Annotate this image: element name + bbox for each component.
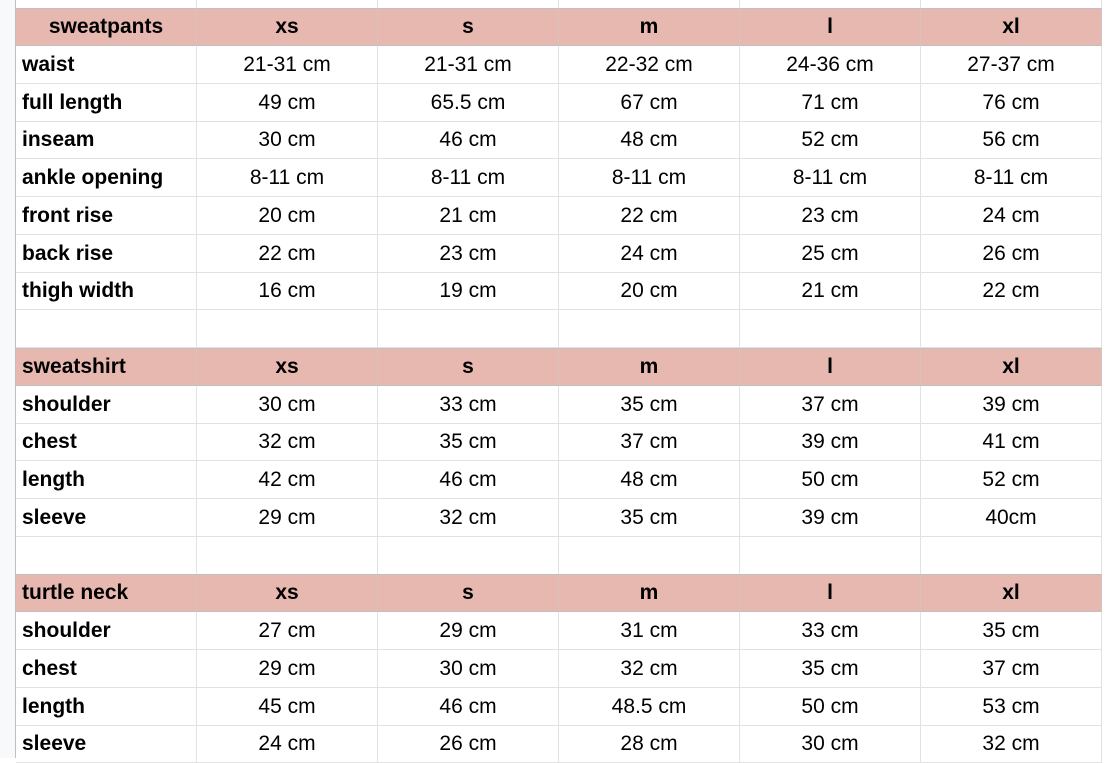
measurement-value-cell[interactable]: 8-11 cm [740, 159, 921, 197]
empty-cell[interactable] [197, 310, 378, 348]
measurement-label-cell[interactable]: full length [16, 84, 197, 122]
measurement-value-cell[interactable]: 8-11 cm [921, 159, 1102, 197]
size-header-cell[interactable]: xs [197, 8, 378, 46]
measurement-value-cell[interactable]: 32 cm [197, 423, 378, 461]
measurement-value-cell[interactable]: 30 cm [740, 725, 921, 763]
size-header-cell[interactable]: l [740, 348, 921, 386]
measurement-value-cell[interactable]: 22 cm [197, 235, 378, 273]
measurement-value-cell[interactable]: 20 cm [559, 272, 740, 310]
table-row [16, 499, 1102, 537]
measurement-value-cell[interactable]: 32 cm [378, 499, 559, 537]
blank-row [16, 310, 1102, 348]
measurement-value-cell[interactable]: 33 cm [378, 386, 559, 424]
table-row [16, 235, 1102, 273]
measurement-value-cell[interactable]: 39 cm [740, 499, 921, 537]
measurement-label-cell[interactable]: thigh width [16, 272, 197, 310]
blank-row [16, 537, 1102, 575]
empty-cell[interactable] [197, 537, 378, 575]
measurement-value-cell[interactable]: 23 cm [740, 197, 921, 235]
size-header-cell[interactable]: xl [921, 348, 1102, 386]
size-header-cell[interactable]: s [378, 348, 559, 386]
size-header-cell[interactable]: m [559, 348, 740, 386]
measurement-label-cell[interactable]: shoulder [16, 386, 197, 424]
measurement-value-cell[interactable]: 27-37 cm [921, 46, 1102, 84]
measurement-value-cell[interactable]: 49 cm [197, 84, 378, 122]
table-row [16, 650, 1102, 688]
table-row [16, 423, 1102, 461]
table-title-cell[interactable]: sweatshirt [16, 348, 197, 386]
empty-cell[interactable] [378, 310, 559, 348]
size-header-cell[interactable]: s [378, 8, 559, 46]
measurement-value-cell[interactable]: 26 cm [921, 235, 1102, 273]
measurement-value-cell[interactable]: 39 cm [921, 386, 1102, 424]
table-row [16, 46, 1102, 84]
table-header-row [16, 348, 1102, 386]
empty-cell[interactable] [16, 310, 197, 348]
measurement-value-cell[interactable]: 35 cm [921, 612, 1102, 650]
size-header-cell[interactable]: m [559, 8, 740, 46]
measurement-value-cell[interactable]: 21 cm [378, 197, 559, 235]
measurement-value-cell[interactable]: 22 cm [921, 272, 1102, 310]
table-row [16, 272, 1102, 310]
size-header-cell[interactable]: xs [197, 574, 378, 612]
measurement-value-cell[interactable]: 42 cm [197, 461, 378, 499]
measurement-value-cell[interactable]: 71 cm [740, 84, 921, 122]
measurement-value-cell[interactable]: 53 cm [921, 688, 1102, 726]
measurement-value-cell[interactable]: 48 cm [559, 461, 740, 499]
measurement-value-cell[interactable]: 32 cm [921, 725, 1102, 763]
measurement-value-cell[interactable]: 29 cm [378, 612, 559, 650]
measurement-value-cell[interactable]: 24 cm [197, 725, 378, 763]
measurement-value-cell[interactable]: 67 cm [559, 84, 740, 122]
measurement-value-cell[interactable]: 24-36 cm [740, 46, 921, 84]
size-header-cell[interactable]: xs [197, 348, 378, 386]
measurement-label-cell[interactable]: sleeve [16, 725, 197, 763]
measurement-value-cell[interactable]: 30 cm [378, 650, 559, 688]
measurement-value-cell[interactable]: 27 cm [197, 612, 378, 650]
measurement-value-cell[interactable]: 37 cm [740, 386, 921, 424]
measurement-value-cell[interactable]: 32 cm [559, 650, 740, 688]
measurement-value-cell[interactable]: 24 cm [559, 235, 740, 273]
measurement-value-cell[interactable]: 37 cm [559, 423, 740, 461]
measurement-value-cell[interactable]: 48.5 cm [559, 688, 740, 726]
measurement-label-cell[interactable]: ankle opening [16, 159, 197, 197]
table-row [16, 84, 1102, 122]
measurement-value-cell[interactable]: 30 cm [197, 386, 378, 424]
measurement-value-cell[interactable]: 21 cm [740, 272, 921, 310]
table-row [16, 725, 1102, 763]
measurement-value-cell[interactable]: 35 cm [740, 650, 921, 688]
size-header-cell[interactable]: s [378, 574, 559, 612]
empty-cell[interactable] [559, 537, 740, 575]
measurement-value-cell[interactable]: 25 cm [740, 235, 921, 273]
empty-cell[interactable] [921, 310, 1102, 348]
measurement-value-cell[interactable]: 65.5 cm [378, 84, 559, 122]
size-header-cell[interactable]: m [559, 574, 740, 612]
measurement-label-cell[interactable]: inseam [16, 121, 197, 159]
measurement-value-cell[interactable]: 31 cm [559, 612, 740, 650]
table-row [16, 612, 1102, 650]
measurement-label-cell[interactable]: chest [16, 423, 197, 461]
empty-cell[interactable] [559, 310, 740, 348]
measurement-value-cell[interactable]: 26 cm [378, 725, 559, 763]
table-row [16, 159, 1102, 197]
measurement-value-cell[interactable]: 35 cm [559, 386, 740, 424]
table-row [16, 688, 1102, 726]
table-title-cell[interactable]: sweatpants [16, 8, 197, 46]
measurement-value-cell[interactable]: 29 cm [197, 499, 378, 537]
table-row [16, 386, 1102, 424]
measurement-value-cell[interactable]: 22 cm [559, 197, 740, 235]
measurement-value-cell[interactable]: 46 cm [378, 688, 559, 726]
measurement-label-cell[interactable]: sleeve [16, 499, 197, 537]
measurement-value-cell[interactable]: 8-11 cm [559, 159, 740, 197]
measurement-value-cell[interactable]: 8-11 cm [197, 159, 378, 197]
measurement-label-cell[interactable]: front rise [16, 197, 197, 235]
measurement-value-cell[interactable]: 24 cm [921, 197, 1102, 235]
measurement-value-cell[interactable]: 8-11 cm [378, 159, 559, 197]
row-header-gutter[interactable] [0, 0, 16, 758]
table-row [16, 121, 1102, 159]
previous-row-strip [16, 0, 1119, 8]
measurement-value-cell[interactable]: 41 cm [921, 423, 1102, 461]
measurement-value-cell[interactable]: 33 cm [740, 612, 921, 650]
measurement-value-cell[interactable]: 21-31 cm [197, 46, 378, 84]
measurement-value-cell[interactable]: 50 cm [740, 461, 921, 499]
size-header-cell[interactable]: l [740, 8, 921, 46]
measurement-label-cell[interactable]: length [16, 688, 197, 726]
measurement-value-cell[interactable]: 28 cm [559, 725, 740, 763]
measurement-value-cell[interactable]: 35 cm [559, 499, 740, 537]
measurement-value-cell[interactable]: 40cm [921, 499, 1102, 537]
table-header-row [16, 8, 1102, 46]
measurement-value-cell[interactable]: 20 cm [197, 197, 378, 235]
measurement-label-cell[interactable]: waist [16, 46, 197, 84]
empty-cell[interactable] [740, 537, 921, 575]
measurement-value-cell[interactable]: 52 cm [740, 121, 921, 159]
measurement-value-cell[interactable]: 45 cm [197, 688, 378, 726]
measurement-value-cell[interactable]: 30 cm [197, 121, 378, 159]
size-header-cell[interactable]: l [740, 574, 921, 612]
measurement-label-cell[interactable]: shoulder [16, 612, 197, 650]
measurement-value-cell[interactable]: 21-31 cm [378, 46, 559, 84]
measurement-label-cell[interactable]: back rise [16, 235, 197, 273]
measurement-value-cell[interactable]: 56 cm [921, 121, 1102, 159]
measurement-value-cell[interactable]: 37 cm [921, 650, 1102, 688]
measurement-label-cell[interactable]: chest [16, 650, 197, 688]
measurement-value-cell[interactable]: 22-32 cm [559, 46, 740, 84]
measurement-value-cell[interactable]: 29 cm [197, 650, 378, 688]
measurement-value-cell[interactable]: 35 cm [378, 423, 559, 461]
measurement-value-cell[interactable]: 39 cm [740, 423, 921, 461]
empty-cell[interactable] [740, 310, 921, 348]
table-header-row [16, 574, 1102, 612]
empty-cell[interactable] [16, 537, 197, 575]
size-header-cell[interactable]: xl [921, 574, 1102, 612]
empty-cell[interactable] [378, 537, 559, 575]
measurement-label-cell[interactable]: length [16, 461, 197, 499]
measurement-value-cell[interactable]: 23 cm [378, 235, 559, 273]
measurement-value-cell[interactable]: 16 cm [197, 272, 378, 310]
measurement-value-cell[interactable]: 46 cm [378, 461, 559, 499]
size-header-cell[interactable]: xl [921, 8, 1102, 46]
measurement-value-cell[interactable]: 19 cm [378, 272, 559, 310]
table-title-cell[interactable]: turtle neck [16, 574, 197, 612]
measurement-value-cell[interactable]: 76 cm [921, 84, 1102, 122]
measurement-value-cell[interactable]: 50 cm [740, 688, 921, 726]
measurement-value-cell[interactable]: 52 cm [921, 461, 1102, 499]
table-row [16, 197, 1102, 235]
measurement-value-cell[interactable]: 46 cm [378, 121, 559, 159]
measurement-value-cell[interactable]: 48 cm [559, 121, 740, 159]
empty-cell[interactable] [921, 537, 1102, 575]
table-row [16, 461, 1102, 499]
